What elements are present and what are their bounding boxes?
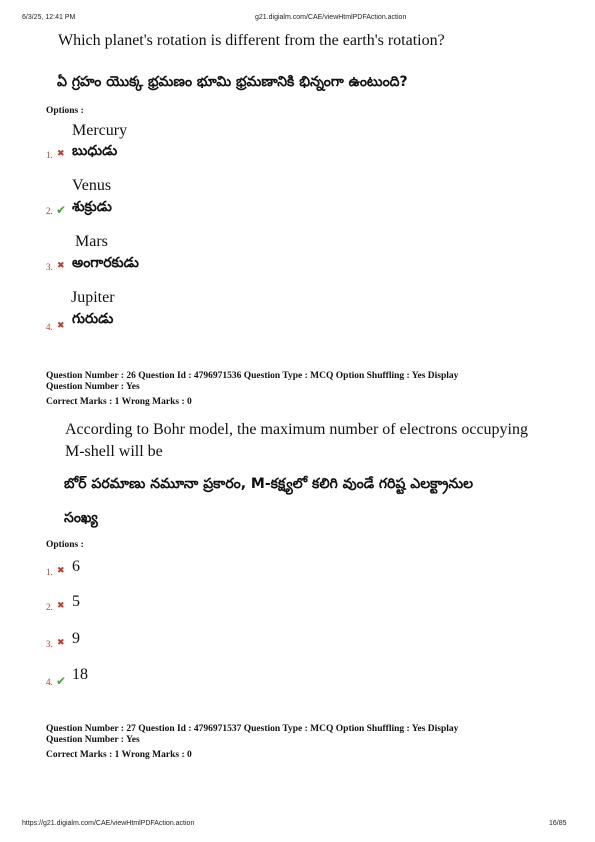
footer-url: https://g21.digialm.com/CAE/viewHtmlPDFAction.action (22, 820, 195, 827)
q25-option-3-number: 3. (46, 262, 53, 272)
q26-option-2-number: 2. (46, 602, 53, 612)
q26-text-te-line-1: బోర్ పరమాణు నమూనా ప్రకారం, M-కక్ష్యలో కలిగి వుండే గరిష్ట ఎలక్ట్రానుల (64, 476, 474, 492)
q26-option-4-value: 18 (72, 666, 88, 683)
q25-option-3-te: అంగారకుడు (72, 255, 139, 271)
q25-option-2-en: Venus (72, 177, 112, 194)
q25-option-4-number: 4. (46, 322, 53, 332)
print-datetime: 6/3/25, 12:41 PM (22, 14, 76, 21)
q25-option-1-number: 1. (46, 150, 53, 160)
q26-option-4-number: 4. (46, 677, 53, 687)
q27-meta-line-1: Question Number : 27 Question Id : 4796971537 Question Type : MCQ Option Shuffling : Yes Display (46, 724, 459, 734)
q26-text-en-line-2: M-shell will be (65, 443, 163, 460)
q25-option-4-te: గురుడు (72, 311, 114, 327)
wrong-mark-icon: ✖ (57, 321, 65, 331)
q27-meta-line-3: Correct Marks : 1 Wrong Marks : 0 (46, 750, 192, 760)
page-number: 16/85 (549, 820, 567, 827)
wrong-mark-icon: ✖ (57, 601, 65, 611)
q26-meta-line-1: Question Number : 26 Question Id : 4796971536 Question Type : MCQ Option Shuffling : Yes Display (46, 371, 459, 381)
correct-mark-icon: ✔ (56, 203, 67, 217)
print-url: g21.digialm.com/CAE/viewHtmlPDFAction.action (255, 14, 407, 21)
q26-options-label: Options : (46, 540, 84, 550)
q25-option-1-en: Mercury (72, 122, 128, 139)
q26-meta-line-2: Question Number : Yes (46, 382, 140, 392)
wrong-mark-icon: ✖ (57, 566, 65, 576)
q25-option-1-te: బుధుడు (72, 143, 118, 159)
q26-text-te-line-2: సంఖ్య (64, 510, 98, 526)
wrong-mark-icon: ✖ (57, 149, 65, 159)
q26-option-3-value: 9 (72, 630, 80, 647)
wrong-mark-icon: ✖ (57, 638, 65, 648)
q26-option-1-number: 1. (46, 567, 53, 577)
q25-text-en: Which planet's rotation is different from the earth's rotation? (58, 32, 445, 49)
q26-text-en-line-1: According to Bohr model, the maximum number of electrons occupying (65, 421, 528, 438)
q26-option-2-value: 5 (72, 593, 80, 610)
q25-option-2-number: 2. (46, 206, 53, 216)
q25-text-te: ఏ గ్రహం యొక్క భ్రమణం భూమి భ్రమణానికి భిన్నంగా ఉంటుంది? (57, 74, 408, 90)
q26-meta-line-3: Correct Marks : 1 Wrong Marks : 0 (46, 397, 192, 407)
q25-option-4-en: Jupiter (71, 289, 115, 306)
correct-mark-icon: ✔ (56, 674, 67, 688)
q25-option-3-en: Mars (75, 233, 108, 250)
q25-option-2-te: శుక్రుడు (72, 199, 112, 215)
q27-meta-line-2: Question Number : Yes (46, 735, 140, 745)
wrong-mark-icon: ✖ (57, 261, 65, 271)
q25-options-label: Options : (46, 106, 84, 116)
q26-option-1-value: 6 (72, 558, 80, 575)
q26-option-3-number: 3. (46, 639, 53, 649)
